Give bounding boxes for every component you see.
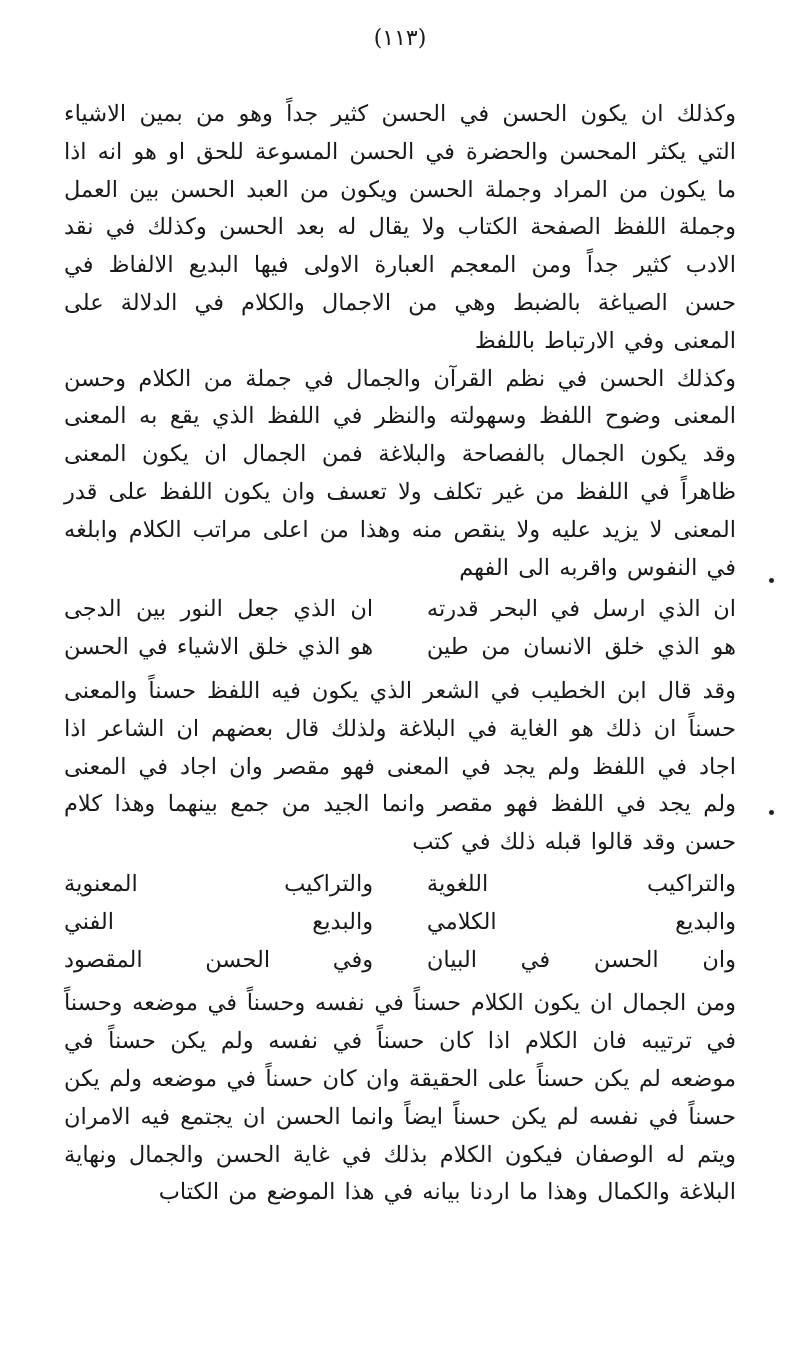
list-item-left: وفي الحسن المقصود: [64, 946, 374, 973]
verse-hemistich-left: هو الذي خلق الاشياء في الحسن: [64, 634, 374, 661]
list-item-left: والبديع الفني: [64, 908, 374, 935]
paragraph-3: [64, 673, 736, 862]
list-row: [64, 866, 736, 904]
paragraph-4-text: ومن الجمال ان يكون الكلام حسناً في نفسه وحسناً في موضعه وحسناً في ترتيبه فان الكلام اذا كان حسناً في نفسه ولم يكن حسناً في موضعه لم يكن حسناً على الحقيقة وان كان حسناً في موضعه ولم يكن حسناً في نفسه لم يكن حسناً ايضاً وانما الحسن ان يجتمع فيه الامران ويتم له الوصفان فيكون الكلام بذلك في غاية الحسن والجمال ونهاية البلاغة والكمال وهذا ما اردنا بيانه في هذا الموضع من الكتاب: [64, 990, 736, 1206]
list-item-right: والبديع الكلامي: [426, 908, 736, 935]
paragraph-1-text: وكذلك ان يكون الحسن في الحسن كثير جداً وهو من بمين الاشياء التي يكثر المحسن والحضرة في الحسن المسوعة للحق او هو انه اذا ما يكون من المراد وجملة الحسن ويكون من العبد الحسن بين العمل وجملة اللفظ الصفحة الكتاب ولا يقال له بعد الحسن وكذلك في نقد الادب كثير جداً ومن المعجم العبارة الاولى فيها البديع الالفاظ في حسن الصياغة بالضبط وهي من الاجمال والكلام في الدلالة على المعنى وفي الارتباط باللفظ: [64, 101, 736, 354]
paragraph-2-text: وكذلك الحسن في نظم القرآن والجمال في جملة من الكلام وحسن المعنى وضوح اللفظ وسهولته والنظر في اللفظ الذي يقع به المعنى وقد يكون الجمال بالفصاحة والبلاغة فمن الجمال ان يكون المعنى ظاهراً في اللفظ من غير تكلف ولا تعسف وان يكون اللفظ على قدر المعنى لا يزيد عليه ولا ينقص منه وهذا من اعلى مراتب الكلام وابلغه في النفوس واقربه الى الفهم: [64, 365, 736, 581]
list-item-right: والتراكيب اللغوية: [426, 870, 736, 897]
margin-dot-mark: [769, 578, 774, 583]
margin-dot-mark: [769, 810, 774, 815]
list-group: [64, 866, 736, 979]
paragraph-2: [64, 361, 736, 588]
verse-hemistich-right: ان الذي ارسل في البحر قدرته: [426, 596, 736, 623]
paragraph-4: [64, 985, 736, 1212]
verse-group: [64, 591, 736, 667]
list-item-right: وان الحسن في البيان: [426, 946, 736, 973]
verse-hemistich-right: هو الذي خلق الانسان من طين: [426, 634, 736, 661]
paragraph-1: [64, 96, 736, 361]
verse-hemistich-left: ان الذي جعل النور بين الدجى: [64, 596, 374, 623]
verse-line: [64, 629, 736, 667]
verse-line: [64, 591, 736, 629]
list-row: [64, 904, 736, 942]
paragraph-3-text: وقد قال ابن الخطيب في الشعر الذي يكون فيه اللفظ حسناً والمعنى حسناً ان ذلك هو الغاية في البلاغة ولذلك قال بعضهم ان الشاعر اذا اجاد في اللفظ ولم يجد في المعنى فهو مقصر وان اجاد في المعنى ولم يجد في اللفظ فهو مقصر وانما الجيد من جمع بينهما وهذا كلام حسن وقد قالوا قبله ذلك في كتب: [64, 677, 736, 856]
page-number: (۱۱۳): [373, 26, 427, 51]
list-item-left: والتراكيب المعنوية: [64, 870, 374, 897]
list-row: [64, 942, 736, 980]
